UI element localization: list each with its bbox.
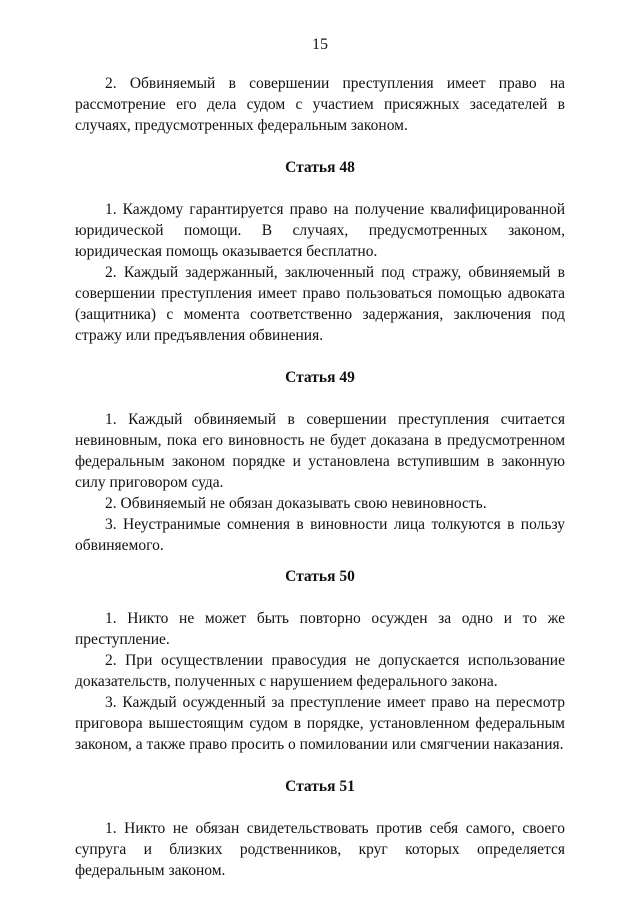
article-47-continuation: [75, 73, 565, 136]
paragraph: 2. При осуществлении правосудия не допускается использование доказательств, полученных с нарушением федерального закона.: [75, 652, 565, 690]
paragraph: 2. Обвиняемый в совершении преступления имеет право на рассмотрение его дела судом с участием присяжных заседателей в случаях, предусмотренных федеральным законом.: [75, 75, 565, 134]
paragraph: 3. Каждый осужденный за преступление имеет право на пересмотр приговора вышестоящим судом в порядке, установленном федеральным законом, а также право просить о помиловании или смягчении наказания.: [75, 694, 565, 753]
article-50: [75, 566, 565, 755]
document-body: [75, 73, 565, 881]
article-49: [75, 367, 565, 556]
paragraph: 1. Каждый обвиняемый в совершении преступления считается невиновным, пока его виновность не будет доказана в предусмотренном федеральным законом порядке и установлена вступившим в законную силу приговором суда.: [75, 411, 565, 491]
article-heading: Статья 51: [285, 778, 355, 795]
paragraph: 2. Обвиняемый не обязан доказывать свою невиновность.: [105, 495, 487, 512]
paragraph: 2. Каждый задержанный, заключенный под стражу, обвиняемый в совершении преступления имеет право пользоваться помощью адвоката (защитника) с момента соответственно задержания, заключения под стражу или предъявления обвинения.: [75, 264, 565, 344]
article-51: [75, 776, 565, 881]
page-number: 15: [312, 36, 328, 53]
article-heading: Статья 50: [285, 568, 355, 585]
paragraph: 1. Никто не обязан свидетельствовать против себя самого, своего супруга и близких родственников, круг которых определяется федеральным законом.: [75, 820, 565, 879]
paragraph: 1. Никто не может быть повторно осужден за одно и то же преступление.: [75, 610, 565, 648]
article-heading: Статья 48: [285, 159, 355, 176]
article-heading: Статья 49: [285, 369, 355, 386]
paragraph: 1. Каждому гарантируется право на получение квалифицированной юридической помощи. В случаях, предусмотренных законом, юридическая помощь оказывается бесплатно.: [75, 201, 565, 260]
article-48: [75, 157, 565, 346]
paragraph: 3. Неустранимые сомнения в виновности лица толкуются в пользу обвиняемого.: [75, 516, 565, 554]
